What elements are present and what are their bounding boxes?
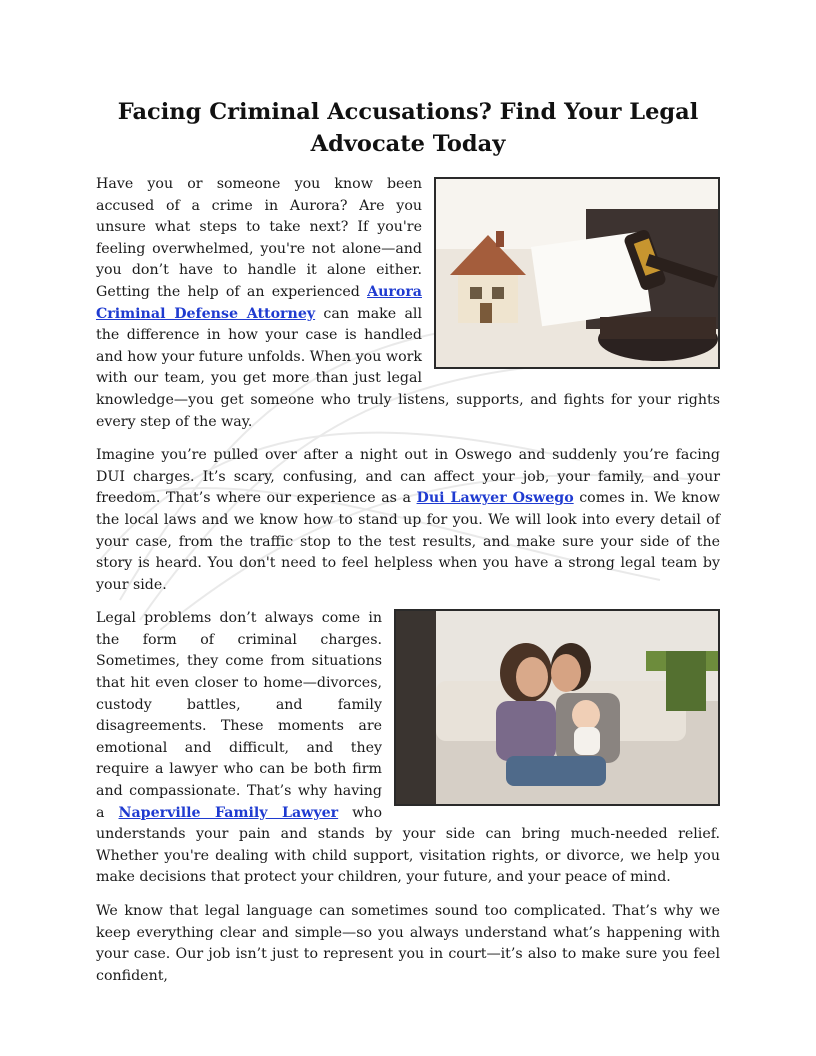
paragraph-family-text-before: Legal problems don’t always come in the form of criminal charges. Sometimes, they come from situations that hit even closer to home—divorces, custody battles, and family disagreements. These moments are emotional and difficult, and they require a lawyer who can be both firm and compassionate. That’s why having a: [96, 610, 382, 821]
document-body: [96, 96, 720, 999]
page-title: Facing Criminal Accusations? Find Your Legal Advocate Today: [117, 99, 699, 157]
naperville-family-lawyer-link[interactable]: Naperville Family Lawyer: [118, 804, 339, 821]
aurora-criminal-defense-attorney-link[interactable]: Aurora Criminal Defense Attorney: [96, 283, 422, 322]
paragraph-dui: [96, 445, 720, 596]
paragraph-clarity: We know that legal language can sometimes sound too complicated. That’s why we keep everything clear and simple—so you always understand what’s happening with your case. Our job isn’t just to represent you in court—it’s also to make sure you feel confident,: [96, 903, 720, 984]
paragraph-intro-text-before: Have you or someone you know been accused of a crime in Aurora? Are you unsure what steps to take next? If you're feeling overwhelmed, you're not alone—and you don’t have to handle it alone either. Getting the help of an experienced: [96, 176, 422, 300]
paragraph-family: [96, 608, 720, 889]
paragraph-family-text-after: who understands your pain and stands by your side can bring much-needed relief. Whether you're dealing with child support, visitation rights, or divorce, we help you make decisions that protect your children, your future, and your peace of mind.: [96, 804, 720, 886]
paragraph-dui-text-after: comes in. We know the local laws and we know how to stand up for you. We will look into every detail of your case, from the traffic stop to the test results, and make sure your side of the story is heard. You don't need to feel helpless when you have a strong legal team by your side.: [96, 490, 720, 593]
paragraph-intro: [96, 174, 720, 433]
family-photo: [394, 609, 720, 806]
paragraph-intro-text-after: can make all the difference in how your case is handled and how your future unfolds. When you work with our team, you get more than just legal knowledge—you get someone who truly listens, supports, and fights for your rights every step of the way.: [96, 305, 720, 430]
paragraph-dui-text-before: Imagine you’re pulled over after a night out in Oswego and suddenly you’re facing DUI charges. It’s scary, confusing, and can affect your job, your family, and your freedom. That’s where our experience as a: [96, 447, 720, 507]
gavel-house-photo: [434, 177, 720, 369]
dui-lawyer-oswego-link[interactable]: Dui Lawyer Oswego: [416, 490, 574, 507]
